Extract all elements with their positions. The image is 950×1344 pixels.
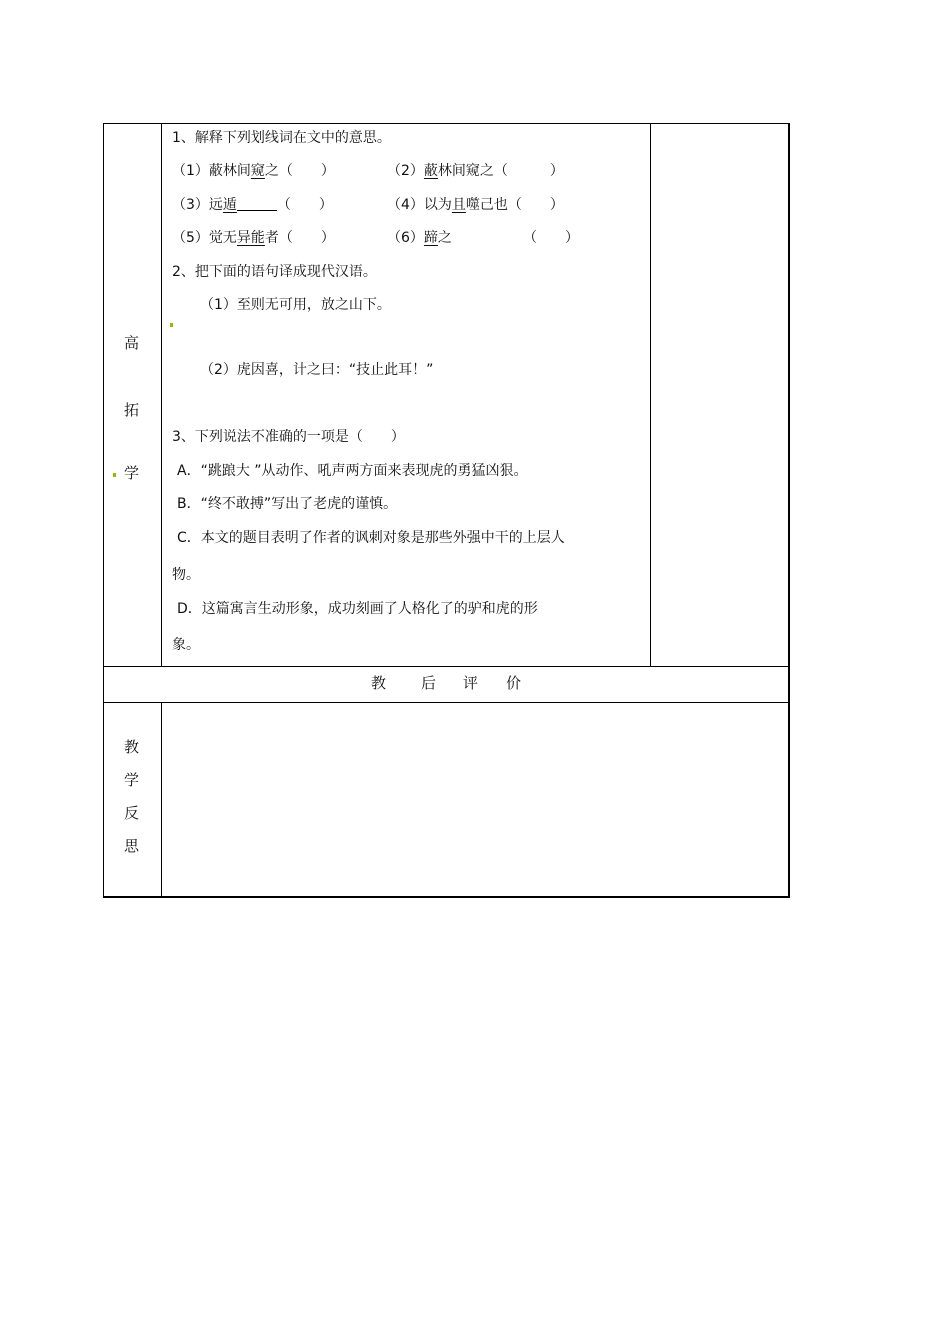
- q3-option-c-line1: C．本文的题目表明了作者的讽刺对象是那些外强中干的上层人: [177, 530, 565, 546]
- marker-dot: [170, 323, 173, 327]
- row-divider-1: [103, 666, 789, 667]
- q1-item-2: （2）蔽林间窥之（ ）: [387, 163, 564, 179]
- evaluation-header-char-2: 后: [421, 674, 437, 692]
- table-border-bottom: [103, 896, 790, 898]
- q3-title: 3、下列说法不准确的一项是（ ）: [172, 429, 405, 445]
- reflection-label-4: 思: [124, 837, 140, 855]
- q3-option-d-line2: 象。: [172, 637, 200, 653]
- answer-blank: [237, 196, 277, 211]
- q1-item-6-paren: （ ）: [523, 230, 579, 246]
- reflection-label-2: 学: [124, 771, 140, 789]
- side-label-gao: 高: [124, 334, 140, 352]
- reflection-label-3: 反: [124, 804, 140, 822]
- reflection-content-area[interactable]: [163, 704, 787, 895]
- q3-option-c-line2: 物。: [172, 567, 200, 583]
- col-divider-left: [161, 123, 162, 666]
- evaluation-header-char-3: 评: [463, 674, 479, 692]
- q2-item-2: （2）虎因喜，计之曰：“技止此耳！”: [200, 362, 434, 378]
- q1-title: 1、解释下列划线词在文中的意思。: [172, 130, 391, 146]
- q2-title: 2、把下面的语句译成现代汉语。: [172, 264, 377, 280]
- row-divider-2: [103, 702, 789, 703]
- reflection-label-1: 教: [124, 738, 140, 756]
- q3-option-a: A．“跳踉大 ”从动作、吼声两方面来表现虎的勇猛凶狠。: [177, 463, 528, 479]
- q1-item-1: （1）蔽林间窥之（ ）: [172, 163, 335, 179]
- evaluation-header-char-4: 价: [506, 674, 522, 692]
- evaluation-header-char-1: 教: [371, 674, 387, 692]
- side-label-xue: 学: [124, 464, 140, 482]
- q1-item-4: （4）以为且噬己也（ ）: [387, 197, 564, 213]
- marker-dot: [113, 473, 116, 477]
- table-border-left: [103, 123, 104, 898]
- q1-item-6: （6）蹄之: [387, 230, 452, 246]
- q1-item-5: （5）觉无异能者（ ）: [172, 230, 335, 246]
- col-divider-reflection: [161, 702, 162, 897]
- q2-item-1: （1）至则无可用，放之山下。: [200, 297, 391, 313]
- q3-option-b: B．“终不敢搏”写出了老虎的谨慎。: [177, 496, 398, 512]
- lesson-table: [103, 123, 789, 898]
- table-border-top: [103, 123, 789, 124]
- side-label-tuo: 拓: [124, 401, 140, 419]
- col-divider-right: [650, 123, 651, 666]
- table-border-right: [788, 123, 790, 898]
- q3-option-d-line1: D．这篇寓言生动形象，成功刻画了人格化了的驴和虎的形: [177, 601, 538, 617]
- q1-item-3: （3）远遁 （ ）: [172, 197, 333, 213]
